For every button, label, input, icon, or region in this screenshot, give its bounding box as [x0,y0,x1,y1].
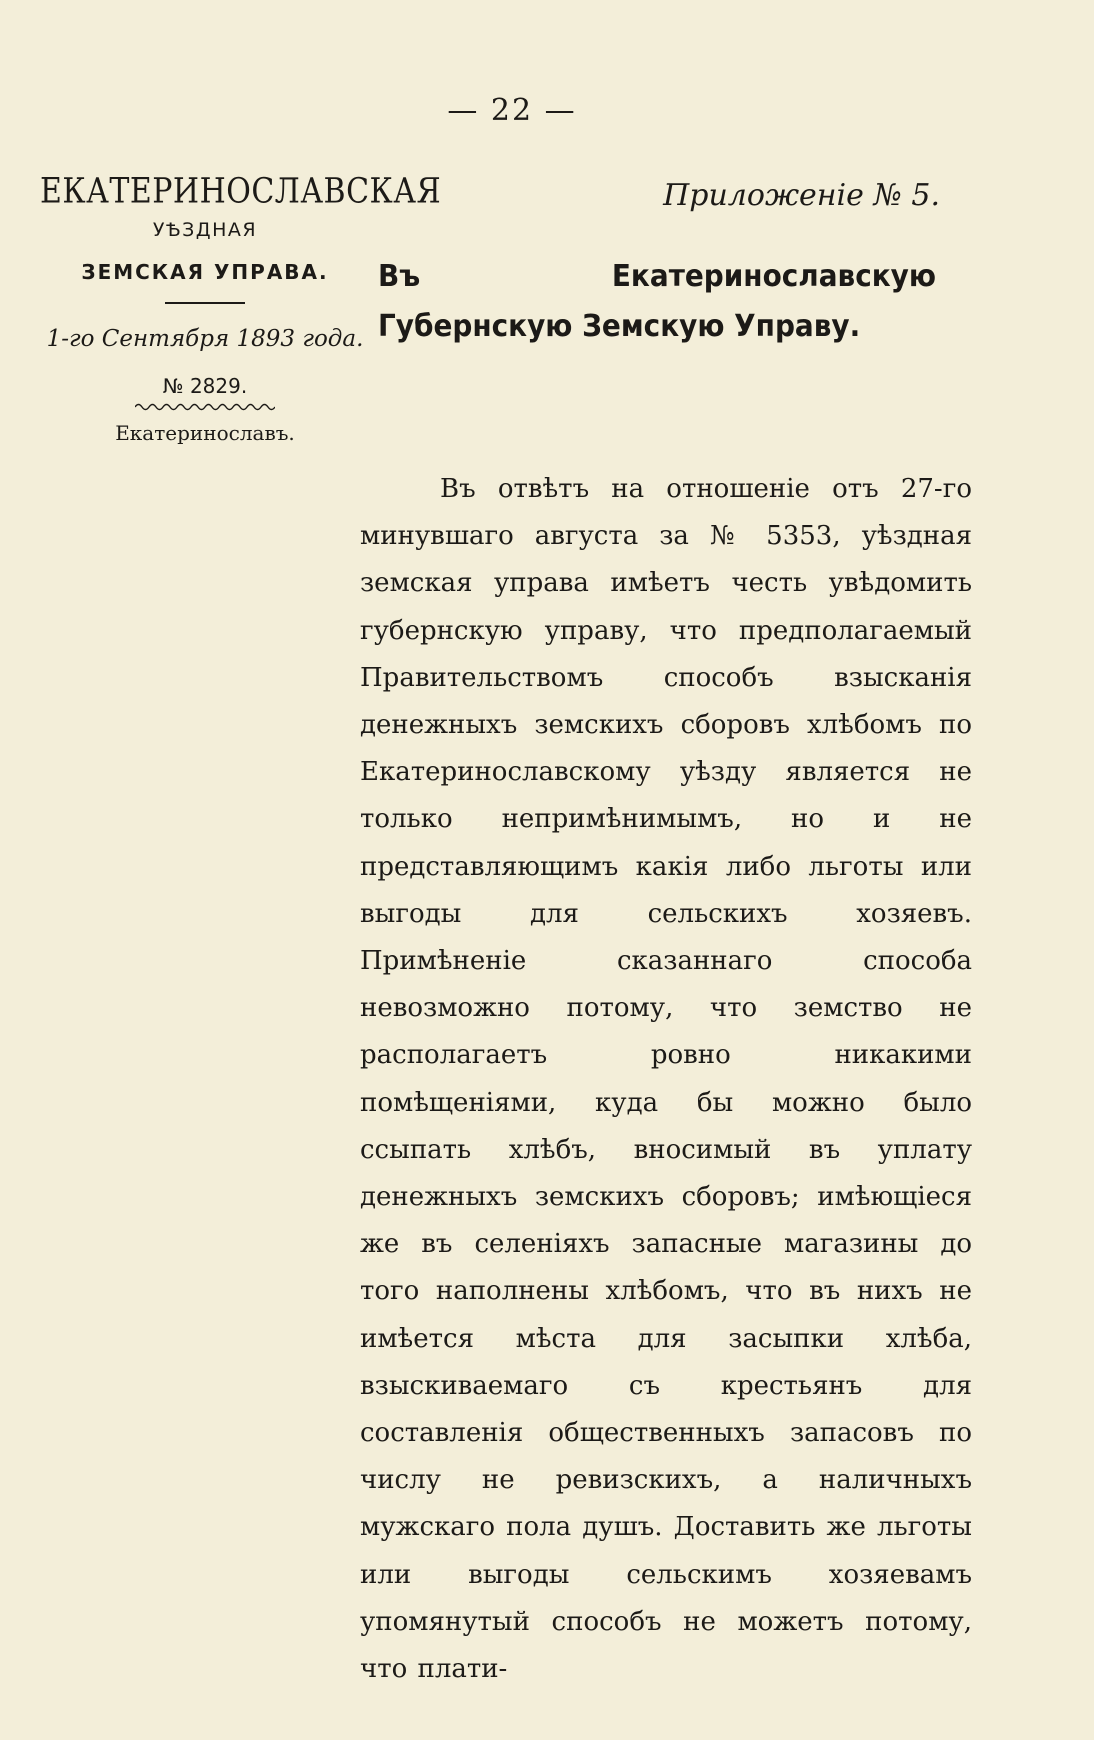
sender-block [40,171,442,446]
appendix-label: Приложеніе № 5. [663,178,940,213]
sender-org-name: ЕКАТЕРИНОСЛАВСКАЯ [40,171,442,212]
sender-org-type: УѢЗДНАЯ [152,219,258,241]
page-number: — 22 — [447,93,577,128]
letter-body [360,466,972,1693]
letter-number: № 2829. [162,374,248,398]
letter-city: Екатеринославъ. [115,421,295,445]
letter-date: 1-го Сентября 1893 года. [46,326,364,352]
wavy-divider-icon [135,402,275,412]
sender-org-body: ЗЕМСКАЯ УПРАВА. [81,260,329,284]
divider-rule [165,302,245,304]
letter-paragraph: Въ отвѣтъ на отношеніе отъ 27-го минувшаго августа за № 5353, уѣздная земская управа имѣетъ честь увѣдомить губернскую управу, что предполагаемый Правительствомъ способъ взысканія денежныхъ земскихъ сборовъ хлѣбомъ по Екатеринославскому уѣзду является не только непримѣнимымъ, но и не представляющимъ какія либо льготы или выгоды для сельскихъ хозяевъ. Примѣненіе сказаннаго способа невозможно потому, что земство не располагаетъ ровно никакими помѣщеніями, куда бы можно было ссыпать хлѣбъ, вносимый въ уплату денежныхъ земскихъ сборовъ; имѣющіеся же въ селеніяхъ запасные магазины до того наполнены хлѣбомъ, что въ нихъ не имѣется мѣста для засыпки хлѣба, взыскиваемаго съ крестьянъ для составленія общественныхъ запасовъ по числу не ревизскихъ, а наличныхъ мужскаго пола душъ. Доставить же льготы или выгоды сельскимъ хозяевамъ упомянутый способъ не можетъ потому, что плати- [360,474,972,1685]
addressee-heading: Въ Екатеринославскую Губернскую Земскую Управу. [378,259,936,344]
